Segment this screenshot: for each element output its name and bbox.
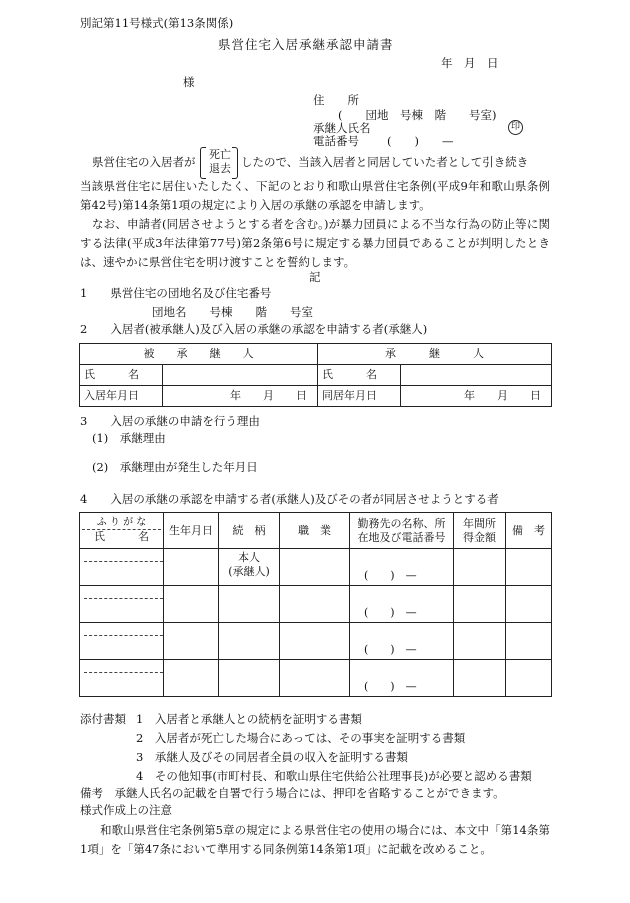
successor-name-cell[interactable] — [401, 365, 552, 386]
section4-heading: 4 入居の承継の承認を申請する者(承継人)及びその者が同居させようとする者 — [80, 492, 499, 506]
member-income-cell[interactable] — [454, 623, 506, 660]
member-job-cell[interactable] — [280, 586, 350, 623]
member-name-cell[interactable] — [80, 586, 164, 623]
member-job-cell[interactable] — [280, 549, 350, 586]
member-remarks-cell[interactable] — [506, 660, 552, 697]
section1-detail: 団地名 号棟 階 号室 — [152, 305, 313, 319]
member-income-cell[interactable] — [454, 660, 506, 697]
header-income-line1: 年間所 — [463, 516, 496, 530]
header-predecessor: 被 承 継 人 — [80, 344, 318, 365]
application-date: 年 月 日 — [441, 56, 499, 70]
header-furigana-name — [80, 513, 164, 549]
member-income-cell[interactable] — [454, 549, 506, 586]
section3-heading: 3 入居の承継の申請を行う理由 — [80, 414, 260, 428]
attachments-label: 添付書類 — [80, 712, 126, 726]
member-relation-cell[interactable] — [219, 660, 280, 697]
member-name-cell[interactable] — [80, 660, 164, 697]
header-successor: 承 継 人 — [318, 344, 552, 365]
relation-self: 本人 — [238, 551, 260, 564]
header-workplace — [350, 513, 454, 549]
body-p1-post: したので、当該入居者と同居していた者として引き続き — [241, 155, 529, 169]
member-work-cell[interactable]: ( ) — — [350, 549, 454, 586]
member-birth-cell[interactable] — [164, 586, 219, 623]
dotted-divider — [84, 635, 164, 636]
member-work-cell[interactable]: ( ) — — [350, 586, 454, 623]
header-occupation: 職 業 — [280, 513, 350, 549]
member-remarks-cell[interactable] — [506, 586, 552, 623]
body-p1-pre: 県営住宅の入居者が — [92, 155, 196, 169]
header-income — [454, 513, 506, 549]
section3-item2: (2) 承継理由が発生した年月日 — [92, 460, 258, 474]
reason-options-bracket — [200, 147, 238, 177]
attachment-item-2: 2 入居者が死亡した場合にあっては、その事実を証明する書類 — [136, 731, 466, 745]
move-in-date-value[interactable]: 年 月 日 — [163, 386, 318, 407]
ki-marker: 記 — [309, 270, 321, 284]
successor-name-label: 承継人氏名 — [313, 121, 371, 135]
member-remarks-cell[interactable] — [506, 623, 552, 660]
table-row — [80, 386, 552, 407]
member-relation-cell — [219, 549, 280, 586]
member-name-cell[interactable] — [80, 623, 164, 660]
address-label: 住 所 — [313, 93, 359, 107]
header-workplace-line1: 勤務先の名称、所 — [357, 516, 446, 530]
relation-successor: (承継人) — [228, 564, 270, 578]
header-workplace-line2: 在地及び電話番号 — [357, 530, 446, 544]
member-birth-cell[interactable] — [164, 549, 219, 586]
cohabit-date-label: 同居年月日 — [318, 386, 401, 407]
header-relation: 続 柄 — [219, 513, 280, 549]
option-moveout: 退去 — [209, 162, 231, 175]
form-number: 別記第11号様式(第13条関係) — [80, 16, 234, 30]
phone-label: 電話番号 — [313, 134, 359, 148]
option-death: 死亡 — [209, 148, 231, 161]
member-name-cell[interactable] — [80, 549, 164, 586]
table-row — [80, 365, 552, 386]
member-birth-cell[interactable] — [164, 623, 219, 660]
section3-item1: (1) 承継理由 — [92, 431, 166, 445]
member-job-cell[interactable] — [280, 660, 350, 697]
member-work-cell[interactable]: ( ) — — [350, 660, 454, 697]
form-title: 県営住宅入居承継承認申請書 — [218, 37, 394, 52]
member-relation-cell[interactable] — [219, 623, 280, 660]
table-row — [80, 549, 552, 586]
dotted-divider — [84, 561, 164, 562]
predecessor-name-label: 氏 名 — [80, 365, 163, 386]
table-row — [80, 513, 552, 549]
predecessor-name-cell[interactable] — [163, 365, 318, 386]
dotted-divider — [84, 598, 164, 599]
body-p2: なお、申請者(同居させようとする者を含む。)が暴力団員による不当な行為の防止等に関する法律(平成3年法律第77号)第2条第6号に規定する暴力団員であることが判明したときは、速やかに県営住宅を明け渡すことを誓約します。 — [80, 217, 550, 269]
seal-icon: 印 — [508, 120, 523, 135]
section2-table — [79, 343, 552, 407]
table-row — [80, 586, 552, 623]
header-remarks: 備 考 — [506, 513, 552, 549]
member-birth-cell[interactable] — [164, 660, 219, 697]
notes-heading: 様式作成上の注意 — [80, 803, 172, 817]
remarks-note: 備考 承継人氏名の記載を自署で行う場合には、押印を省略することができます。 — [80, 786, 505, 800]
addressee-sama: 様 — [183, 75, 195, 89]
dotted-divider — [84, 672, 164, 673]
member-job-cell[interactable] — [280, 623, 350, 660]
member-remarks-cell[interactable] — [506, 549, 552, 586]
member-relation-cell[interactable] — [219, 586, 280, 623]
table-row — [80, 660, 552, 697]
header-birthdate: 生年月日 — [164, 513, 219, 549]
body-p1-continued: 当該県営住宅に居住いたしたく、下記のとおり和歌山県営住宅条例(平成9年和歌山県条例第42号)第14条第1項の規定により入居の承継の承認を申請します。 — [80, 179, 550, 212]
member-work-cell[interactable]: ( ) — — [350, 623, 454, 660]
seal-mark — [508, 118, 523, 135]
member-income-cell[interactable] — [454, 586, 506, 623]
section2-heading: 2 入居者(被承継人)及び入居の承継の承認を申請する者(承継人) — [80, 322, 428, 336]
section1-heading: 1 県営住宅の団地名及び住宅番号 — [80, 286, 272, 300]
address-detail: ( 団地 号棟 階 号室) — [338, 108, 497, 122]
attachment-item-3: 3 承継人及びその同居者全員の収入を証明する書類 — [136, 750, 408, 764]
attachment-item-4: 4 その他知事(市町村長、和歌山県住宅供給公社理事長)が必要と認める書類 — [136, 769, 532, 783]
table-row — [80, 344, 552, 365]
move-in-date-label: 入居年月日 — [80, 386, 163, 407]
header-income-line2: 得金額 — [463, 530, 496, 544]
cohabit-date-value[interactable]: 年 月 日 — [401, 386, 552, 407]
successor-name-label: 氏 名 — [318, 365, 401, 386]
section4-table — [79, 512, 552, 697]
header-name: 氏 名 — [94, 530, 149, 544]
table-row — [80, 623, 552, 660]
header-furigana: ふ り が な — [96, 516, 147, 528]
phone-format: ( ) — — [387, 134, 454, 148]
notes-text: 和歌山県営住宅条例第5章の規定による県営住宅の使用の場合には、本文中「第14条第1項」を「第47条において準用する同条例第14条第1項」に記載を改めること。 — [80, 823, 550, 856]
attachment-item-1: 1 入居者と承継人との続柄を証明する書類 — [136, 712, 362, 726]
